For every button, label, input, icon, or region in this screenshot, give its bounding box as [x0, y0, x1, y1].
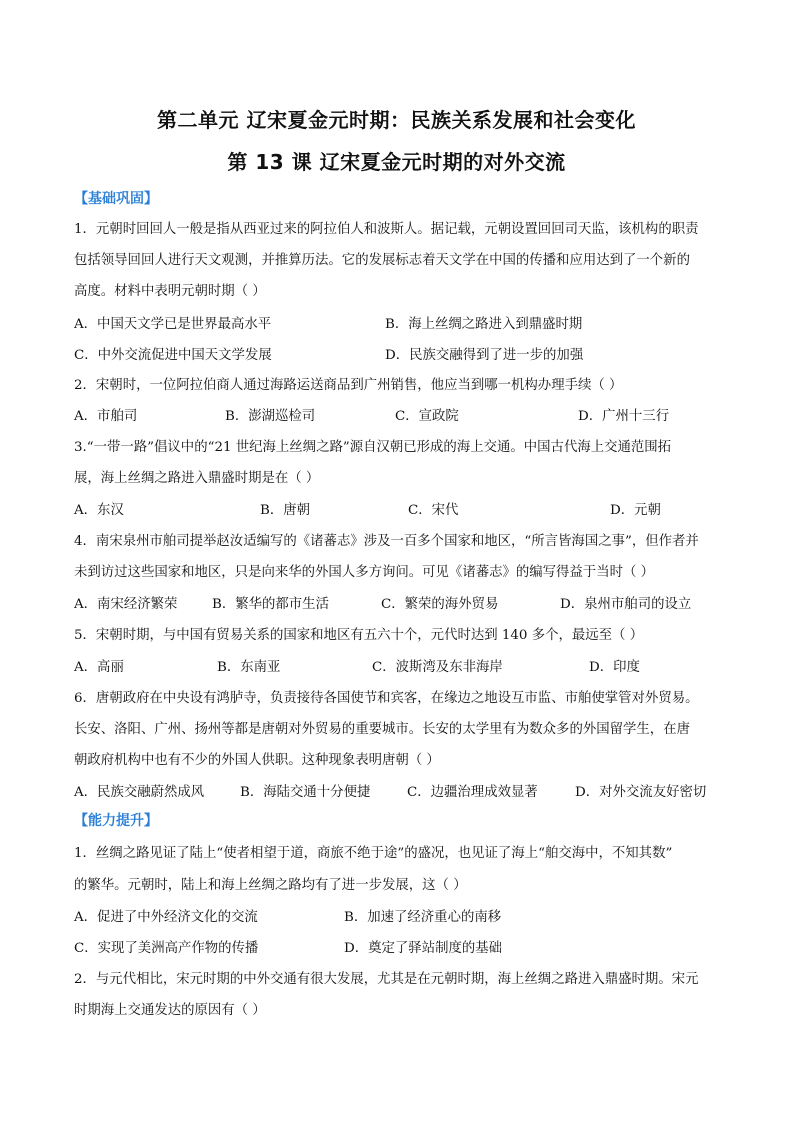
question-3-option-d: D．元朝: [610, 503, 661, 518]
question-5-option-b: B．东南亚: [217, 660, 281, 675]
question-6-line-2: 长安、洛阳、广州、扬州等都是唐朝对外贸易的重要城市。长安的太学里有为数众多的外国留学生，在唐: [74, 722, 690, 737]
question-5-option-c: C．波斯湾及东非海岸: [372, 660, 503, 675]
advanced-question-1-option-a: A．促进了中外经济文化的交流: [74, 910, 258, 925]
question-1-line-2: 包括领导回回人进行天文观测，并推算历法。它的发展标志着天文学在中国的传播和应用达到了一个新的: [74, 253, 690, 268]
question-6-option-c: C．边疆治理成效显著: [407, 785, 538, 800]
question-2-line-1: 2．宋朝时，一位阿拉伯商人通过海路运送商品到广州销售，他应当到哪一机构办理手续（ ）: [74, 378, 623, 393]
question-5-line-1: 5．宋朝时期，与中国有贸易关系的国家和地区有五六十个，元代时达到 140 多个，最远至（ ）: [74, 628, 644, 643]
advanced-question-2-line-2: 时期海上交通发达的原因有（ ）: [74, 1003, 266, 1018]
question-4-option-d: D．泉州市舶司的设立: [560, 597, 692, 612]
question-4-line-1: 4．南宋泉州市舶司提举赵汝适编写的《诸蕃志》涉及一百多个国家和地区，“所言皆海国之事”，但作者并: [74, 534, 699, 549]
question-6-option-a: A．民族交融蔚然成风: [74, 785, 205, 800]
advanced-question-1-line-1: 1．丝绸之路见证了陆上“使者相望于道，商旅不绝于途”的盛况，也见证了海上“舶交海中，不知其数”: [74, 846, 673, 861]
question-2-option-b: B．澎湖巡检司: [225, 409, 316, 424]
question-1-option-a: A．中国天文学已是世界最高水平: [74, 317, 272, 332]
advanced-question-1-option-d: D．奠定了驿站制度的基础: [344, 941, 503, 956]
question-2-option-d: D．广州十三行: [578, 409, 670, 424]
section-basic-heading: 【基础巩固】: [74, 191, 158, 207]
advanced-question-1-option-c: C．实现了美洲高产作物的传播: [74, 941, 259, 956]
question-5-option-a: A．高丽: [74, 660, 124, 675]
question-3-line-1: 3.“一带一路”倡议中的“21 世纪海上丝绸之路”源自汉朝已形成的海上交通。中国古代海上交通范围拓: [74, 440, 672, 455]
advanced-question-1-line-2: 的繁华。元朝时，陆上和海上丝绸之路均有了进一步发展，这（ ）: [74, 878, 467, 893]
question-3-option-c: C．宋代: [408, 503, 459, 518]
advanced-question-1-option-b: B．加速了经济重心的南移: [344, 910, 502, 925]
question-1-option-d: D．民族交融得到了进一步的加强: [385, 348, 584, 363]
section-advanced-heading: 【能力提升】: [74, 813, 158, 829]
question-4-line-2: 未到访过这些国家和地区，只是向来华的外国人多方询问。可见《诸蕃志》的编写得益于当时（ ）: [74, 565, 655, 580]
question-4-option-b: B．繁华的都市生活: [212, 597, 329, 612]
question-5-option-d: D．印度: [589, 660, 640, 675]
question-1-option-b: B．海上丝绸之路进入到鼎盛时期: [385, 317, 583, 332]
question-1-option-c: C．中外交流促进中国天文学发展: [74, 348, 272, 363]
question-4-option-a: A．南宋经济繁荣: [74, 597, 178, 612]
question-1-line-1: 1．元朝时回回人一般是指从西亚过来的阿拉伯人和波斯人。据记载，元朝设置回回司天监，该机构的职责: [74, 222, 699, 237]
question-3-option-a: A．东汉: [74, 503, 124, 518]
question-3-option-b: B．唐朝: [260, 503, 311, 518]
question-6-line-3: 朝政府机构中也有不少的外国人供职。这种现象表明唐朝（ ）: [74, 753, 440, 768]
question-2-option-c: C．宣政院: [395, 409, 459, 424]
lesson-title: 第 13 课 辽宋夏金元时期的对外交流: [227, 150, 566, 174]
unit-title: 第二单元 辽宋夏金元时期：民族关系发展和社会变化: [157, 108, 636, 132]
question-6-line-1: 6．唐朝政府在中央设有鸿胪寺，负责接待各国使节和宾客，在缘边之地设互市监、市舶使掌管对外贸易。: [74, 691, 699, 706]
question-6-option-d: D．对外交流友好密切: [575, 785, 707, 800]
question-4-option-c: C．繁荣的海外贸易: [381, 597, 499, 612]
question-2-option-a: A．市舶司: [74, 409, 138, 424]
question-6-option-b: B．海陆交通十分便捷: [240, 785, 371, 800]
question-3-line-2: 展，海上丝绸之路进入鼎盛时期是在（ ）: [74, 471, 320, 486]
question-1-line-3: 高度。材料中表明元朝时期（ ）: [74, 284, 266, 299]
advanced-question-2-line-1: 2．与元代相比，宋元时期的中外交通有很大发展，尤其是在元朝时期，海上丝绸之路进入鼎盛时期。宋元: [74, 972, 699, 987]
